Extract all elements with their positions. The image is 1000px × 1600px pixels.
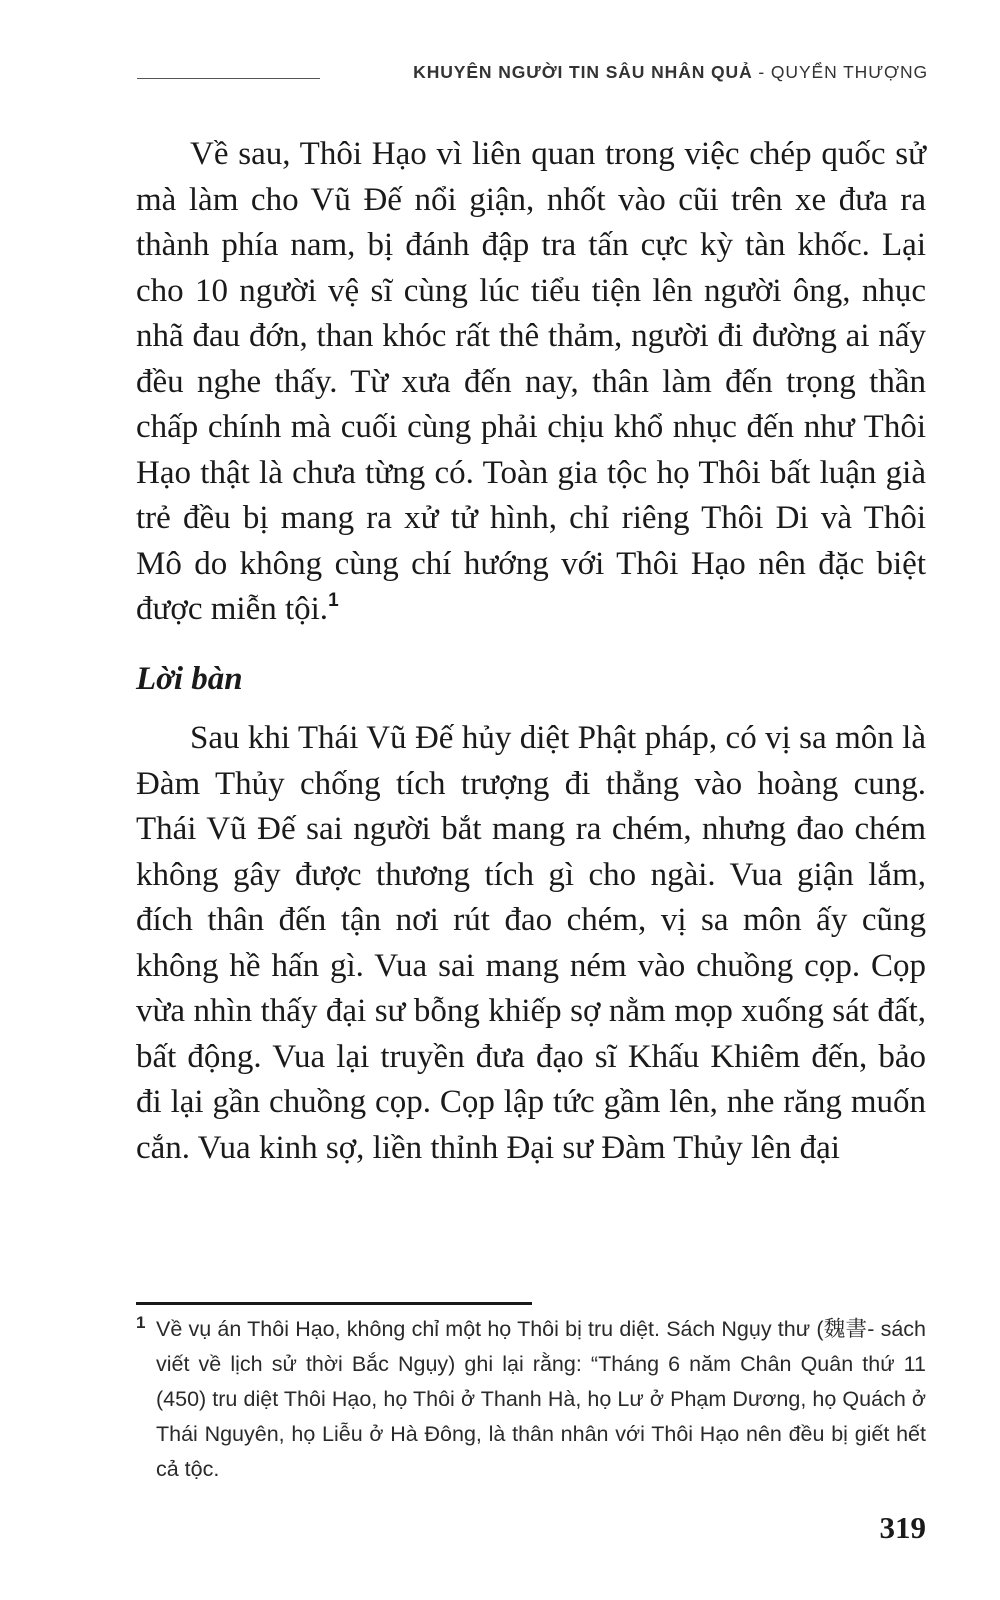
volume-subtitle: QUYỂN THƯỢNG: [770, 62, 928, 82]
footnote: [136, 1312, 926, 1487]
header-separator: -: [752, 62, 771, 82]
footnote-body: [136, 1312, 926, 1487]
running-header: [0, 58, 1000, 88]
header-rule: [137, 78, 320, 79]
header-text: [413, 62, 928, 83]
footnote-reference: 1: [328, 590, 339, 611]
paragraph-2: Sau khi Thái Vũ Đế hủy diệt Phật pháp, có vị sa môn là Đàm Thủy chống tích trượng đi thẳng vào hoàng cung. Thái Vũ Đế sai người bắt mang ra chém, nhưng đao chém không gây được thương tích gì cho ngài. Vua giận lắm, đích thân đến tận nơi rút đao chém, vị sa môn ấy cũng không hề hấn gì. Vua sai mang ném vào chuồng cọp. Cọp vừa nhìn thấy đại sư bỗng khiếp sợ nằm mọp xuống sát đất, bất động. Vua lại truyền đưa đạo sĩ Khấu Khiêm đến, bảo đi lại gần chuồng cọp. Cọp lập tức gầm lên, nhe răng muốn cắn. Vua kinh sợ, liền thỉnh Đại sư Đàm Thủy lên đại: [136, 720, 926, 1166]
paragraph-1-text: Về sau, Thôi Hạo vì liên quan trong việc chép quốc sử mà làm cho Vũ Đế nổi giận, nhốt vào cũi trên xe đưa ra thành phía nam, bị đánh đập tra tấn cực kỳ tàn khốc. Lại cho 10 người vệ sĩ cùng lúc tiểu tiện lên người ông, nhục nhã đau đớn, than khóc rất thê thảm, người đi đường ai nấy đều nghe thấy. Từ xưa đến nay, thân làm đến trọng thần chấp chính mà cuối cùng phải chịu khổ nhục đến như Thôi Hạo thật là chưa từng có. Toàn gia tộc họ Thôi bất luận già trẻ đều bị mang ra xử tử hình, chỉ riêng Thôi Di và Thôi Mô do không cùng chí hướng với Thôi Hạo nên đặc biệt được miễn tội.: [136, 136, 926, 627]
main-text: [136, 132, 926, 1171]
footnote-rule: [136, 1302, 532, 1305]
page-number: 319: [879, 1510, 926, 1545]
book-title: KHUYÊN NGƯỜI TIN SÂU NHÂN QUẢ: [413, 62, 753, 82]
section-heading: Lời bàn: [136, 660, 243, 697]
paragraph-1: [136, 132, 926, 633]
footnote-number: 1: [136, 1313, 146, 1332]
footnote-text: Về vụ án Thôi Hạo, không chỉ một họ Thôi bị tru diệt. Sách Ngụy thư (魏書- sách viết về lịch sử thời Bắc Ngụy) ghi lại rằng: “Tháng 6 năm Chân Quân thứ 11 (450) tru diệt Thôi Hạo, họ Thôi ở Thanh Hà, họ Lư ở Phạm Dương, họ Quách ở Thái Nguyên, họ Liễu ở Hà Đông, là thân nhân với Thôi Hạo nên đều bị giết hết cả tộc.: [156, 1317, 926, 1481]
